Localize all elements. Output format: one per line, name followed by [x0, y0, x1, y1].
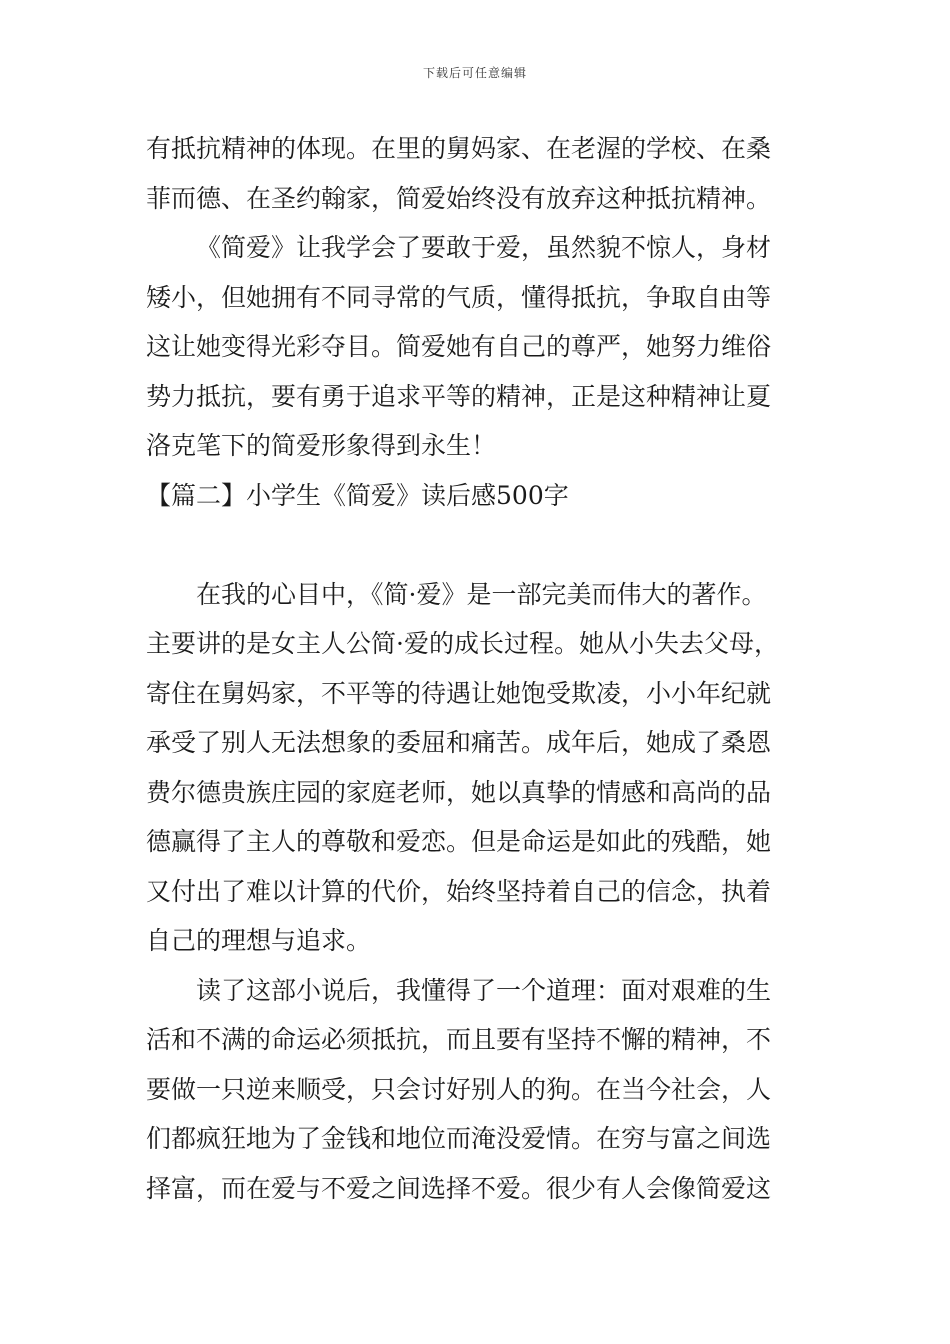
paragraph — [146, 570, 826, 966]
text-line: 德赢得了主人的尊敬和爱恋。但是命运是如此的残酷，她 — [146, 827, 772, 856]
text-line: 要做一只逆来顺受，只会讨好别人的狗。在当今社会，人 — [146, 1074, 772, 1104]
text-line: 寄住在舅妈家，不平等的待遇让她饱受欺凌，小小年纪就 — [146, 678, 772, 708]
text-line: 读了这部小说后，我懂得了一个道理：面对艰难的生 — [196, 975, 772, 1005]
text-line: 这让她变得光彩夺目。简爱她有自己的尊严，她努力维俗 — [146, 332, 772, 361]
text-line: 择富，而在爱与不爱之间选择不爱。很少有人会像简爱这 — [146, 1173, 772, 1203]
text-line: 在我的心目中，《简·爱》是一部完美而伟大的著作。 — [196, 579, 767, 609]
page-header: 下载后可任意编辑 — [422, 66, 527, 80]
text-line: 承受了别人无法想象的委屈和痛苦。成年后，她成了桑恩 — [146, 728, 772, 757]
text-line: 矮小，但她拥有不同寻常的气质，懂得抵抗，争取自由等 — [146, 282, 772, 312]
text-line: 活和不满的命运必须抵抗，而且要有坚持不懈的精神，不 — [146, 1025, 772, 1054]
blank-line — [146, 520, 826, 570]
text-line: 自己的理想与追求。 — [146, 926, 372, 955]
text-line: 们都疯狂地为了金钱和地位而淹没爱情。在穷与富之间选 — [146, 1124, 772, 1153]
text-line: 主要讲的是女主人公简·爱的成长过程。她从小失去父母， — [146, 629, 779, 658]
text-line: 势力抵抗，要有勇于追求平等的精神，正是这种精神让夏 — [146, 381, 772, 411]
text-line: 费尔德贵族庄园的家庭老师，她以真挚的情感和高尚的品 — [146, 777, 772, 807]
paragraph — [146, 966, 826, 1214]
text-line: 《简爱》让我学会了要敢于爱，虽然貌不惊人，身材 — [196, 233, 772, 262]
text-line: 洛克笔下的简爱形象得到永生！ — [146, 431, 497, 460]
paragraph — [146, 223, 826, 471]
section-heading: 【篇二】小学生《简爱》读后感500字 — [146, 480, 569, 510]
text-line: 又付出了难以计算的代价，始终坚持着自己的信念，执着 — [146, 876, 772, 906]
text-line: 有抵抗精神的体现。在里的舅妈家、在老渥的学校、在桑 — [146, 134, 772, 163]
document-body — [146, 124, 826, 1213]
paragraph — [146, 124, 826, 223]
text-line: 菲而德、在圣约翰家，简爱始终没有放弃这种抵抗精神。 — [146, 183, 772, 213]
